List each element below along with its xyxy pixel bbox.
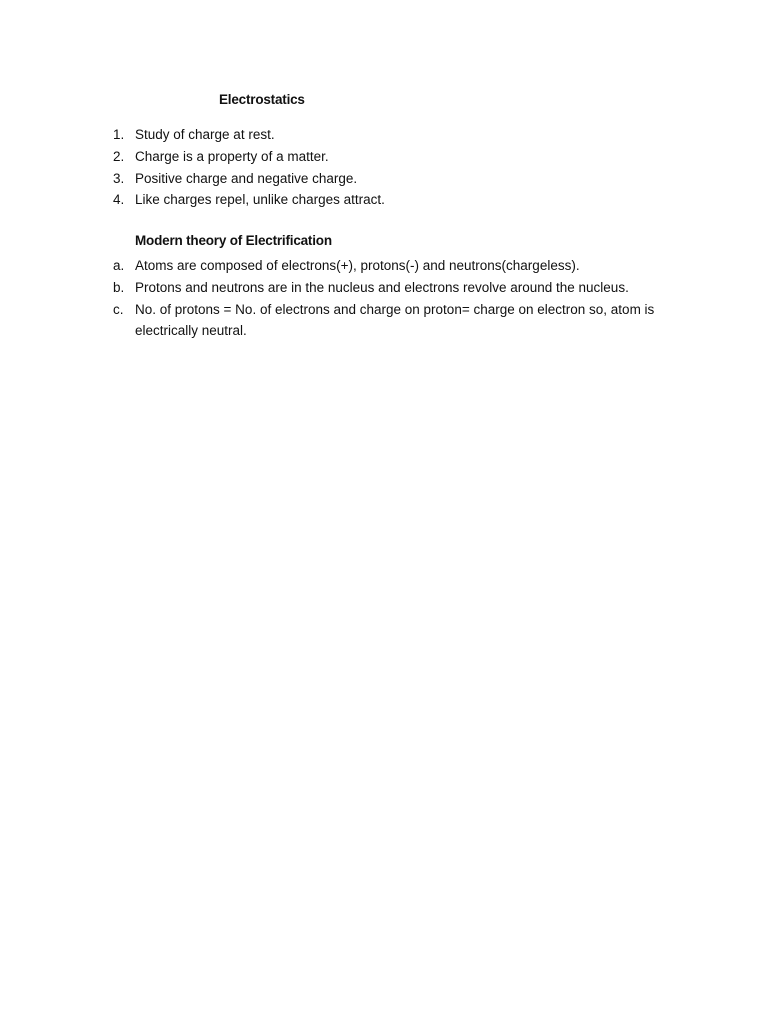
list-marker: 3.: [113, 170, 125, 186]
list-marker: 4.: [113, 192, 125, 208]
section-heading: Modern theory of Electrification: [135, 233, 332, 248]
list-item: [0, 168, 768, 190]
list-item-text: Positive charge and negative charge.: [135, 170, 358, 186]
list-marker: b.: [113, 279, 125, 295]
list-item-text: No. of protons = No. of electrons and charge on proton= charge on electron so, atom is electrically neutral.: [135, 301, 655, 339]
page-title: Electrostatics: [219, 92, 305, 107]
list-marker: c.: [113, 301, 124, 317]
list-item-text: Study of charge at rest.: [135, 127, 275, 142]
list-item: [0, 124, 768, 146]
list-item-text: Atoms are composed of electrons(+), protons(-) and neutrons(chargeless).: [135, 258, 580, 273]
list-item: [0, 255, 768, 277]
list-item-text: Charge is a property of a matter.: [135, 148, 329, 164]
list-marker: 2.: [113, 148, 125, 164]
list-item-text: Like charges repel, unlike charges attract.: [135, 192, 385, 208]
list-item: [0, 146, 768, 168]
numbered-list: [0, 124, 768, 211]
lettered-list: [0, 255, 768, 342]
list-item: [0, 299, 768, 343]
list-marker: a.: [113, 258, 125, 273]
list-marker: 1.: [113, 127, 125, 142]
list-item: [0, 189, 768, 211]
list-item-text: Protons and neutrons are in the nucleus and electrons revolve around the nucleus.: [135, 279, 629, 295]
list-item: [0, 277, 768, 299]
